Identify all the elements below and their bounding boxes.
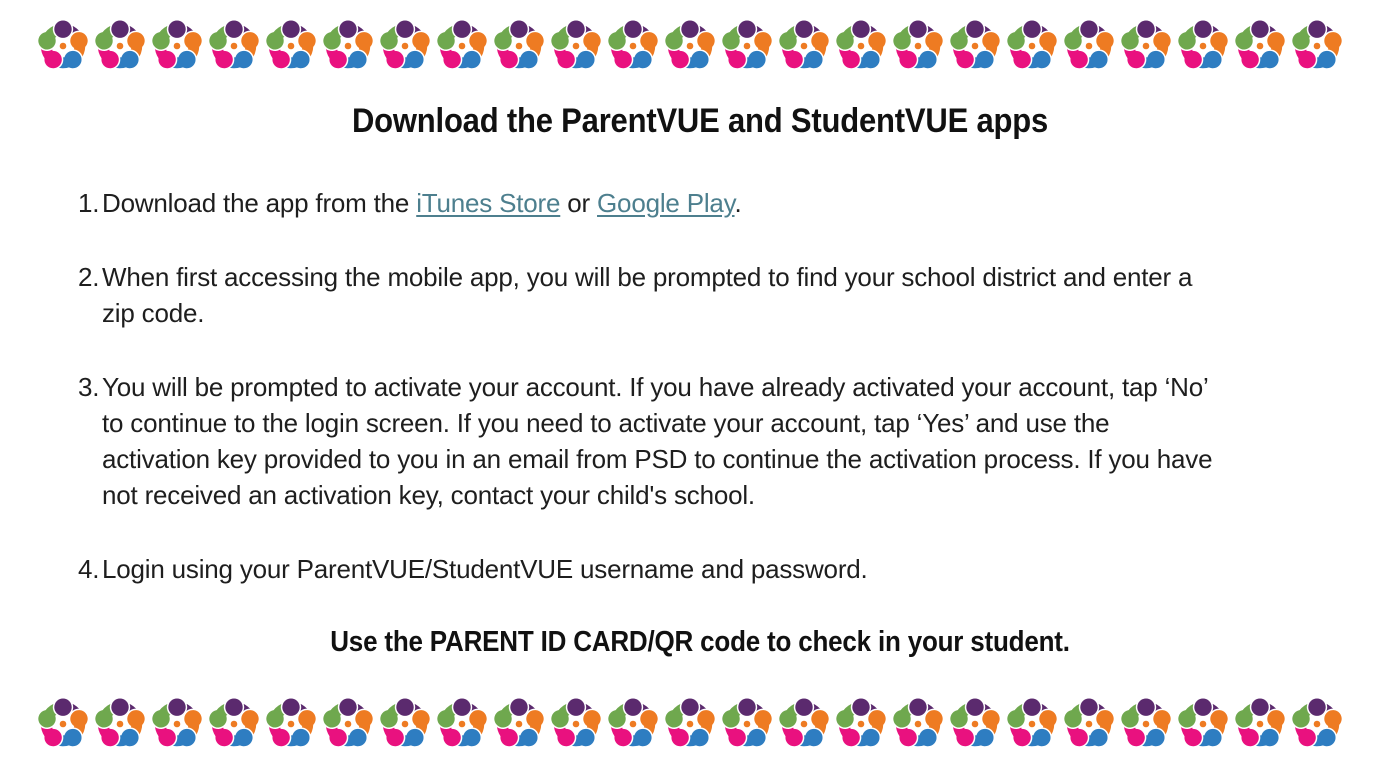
google-play-link[interactable]: Google Play <box>597 188 735 218</box>
item-text <box>102 369 1400 513</box>
text-line: Login using your ParentVUE/StudentVUE username and password. <box>102 554 868 584</box>
item-text <box>102 185 1400 221</box>
pinwheel-icon <box>945 15 1005 77</box>
item-number: 2. <box>78 262 100 292</box>
pinwheel-icon <box>90 693 150 755</box>
item-number: 3. <box>78 372 100 402</box>
item-text <box>102 259 1400 331</box>
pinwheel-icon <box>204 15 264 77</box>
pinwheel-icon <box>318 693 378 755</box>
pinwheel-icon <box>432 693 492 755</box>
pinwheel-icon <box>1002 15 1062 77</box>
pinwheel-icon <box>603 15 663 77</box>
pinwheel-icon <box>147 693 207 755</box>
checkin-note: Use the PARENT ID CARD/QR code to check in your student. <box>330 624 1070 658</box>
pinwheel-icon <box>1059 693 1119 755</box>
pinwheel-icon <box>660 15 720 77</box>
pinwheel-icon <box>1116 15 1176 77</box>
list-item <box>0 551 1400 587</box>
pinwheel-icon <box>1116 693 1176 755</box>
pinwheel-icon <box>1173 693 1233 755</box>
itunes-store-link[interactable]: iTunes Store <box>416 188 561 218</box>
item-text <box>102 551 1400 587</box>
instruction-list <box>0 185 1400 587</box>
list-item <box>0 185 1400 221</box>
list-item <box>0 369 1400 513</box>
pinwheel-icon <box>945 693 1005 755</box>
pinwheel-icon <box>261 15 321 77</box>
pinwheel-icon <box>1059 15 1119 77</box>
pinwheel-icon <box>1287 15 1347 77</box>
text-line: You will be prompted to activate your account. If you have already activated your account, tap ‘No’ <box>102 372 1209 402</box>
pinwheel-icon <box>432 15 492 77</box>
list-item <box>0 259 1400 331</box>
pinwheel-icon <box>318 15 378 77</box>
pinwheel-icon <box>1230 693 1290 755</box>
pinwheel-icon <box>489 693 549 755</box>
pinwheel-icon <box>147 15 207 77</box>
pinwheel-icon <box>660 693 720 755</box>
pinwheel-icon <box>33 15 93 77</box>
pinwheel-icon <box>546 15 606 77</box>
pinwheel-icon <box>1002 693 1062 755</box>
pinwheel-icon <box>90 15 150 77</box>
pinwheel-icon <box>774 693 834 755</box>
pinwheel-icon <box>204 693 264 755</box>
text-line: zip code. <box>102 298 205 328</box>
item-text-segment: Download the app from the <box>102 188 417 218</box>
item-text-segment: or <box>560 188 598 218</box>
pinwheel-icon <box>888 693 948 755</box>
pinwheel-icon <box>261 693 321 755</box>
pinwheel-icon <box>375 693 435 755</box>
text-line: not received an activation key, contact your child's school. <box>102 480 755 510</box>
pinwheel-icon <box>489 15 549 77</box>
item-number: 1. <box>78 188 100 218</box>
pinwheel-icon <box>774 15 834 77</box>
pinwheel-icon <box>717 693 777 755</box>
text-line: to continue to the login screen. If you need to activate your account, tap ‘Yes’ and use the <box>102 408 1110 438</box>
text-line: When first accessing the mobile app, you will be prompted to find your school district and enter a <box>102 262 1193 292</box>
text-line: activation key provided to you in an email from PSD to continue the activation process. If you have <box>102 444 1213 474</box>
pinwheel-icon <box>375 15 435 77</box>
pinwheel-icon <box>831 15 891 77</box>
page-title: Download the ParentVUE and StudentVUE apps <box>351 100 1049 141</box>
pinwheel-icon <box>33 693 93 755</box>
pinwheel-icon <box>1230 15 1290 77</box>
document-page <box>0 15 1400 777</box>
pinwheel-icon <box>1287 693 1347 755</box>
decorative-border-top <box>0 15 1400 77</box>
pinwheel-icon <box>1173 15 1233 77</box>
pinwheel-icon <box>603 693 663 755</box>
item-number: 4. <box>78 554 100 584</box>
decorative-border-bottom <box>0 693 1400 755</box>
pinwheel-icon <box>546 693 606 755</box>
pinwheel-icon <box>888 15 948 77</box>
pinwheel-icon <box>831 693 891 755</box>
item-text-segment: . <box>734 188 742 218</box>
pinwheel-icon <box>717 15 777 77</box>
